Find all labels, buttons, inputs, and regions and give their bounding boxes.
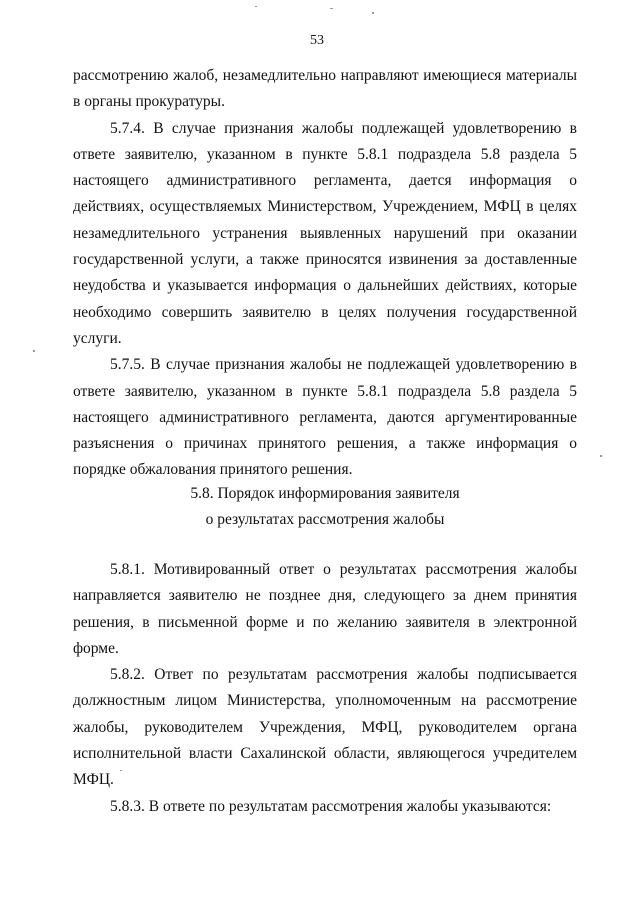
scan-speck xyxy=(33,350,35,352)
top-text-block xyxy=(73,63,577,484)
paragraph-5-8-1: 5.8.1. Мотивированный ответ о результатах рассмотрения жалобы направляется заявителю не позднее дня, следующего за днем принятия решения, в письменной форме и по желанию заявителя в электронной форме. xyxy=(73,561,577,657)
paragraph-5-8-2: 5.8.2. Ответ по результатам рассмотрения жалобы подписывается должностным лицом Министерства, уполномоченным на рассмотрение жалобы, руководителем Учреждения, МФЦ, руководителем органа исполнительной власти Сахалинской области, являющегося учредителем МФЦ. xyxy=(73,666,577,789)
scan-speck xyxy=(255,6,257,7)
section-heading xyxy=(73,481,577,534)
section-heading-line2: о результатах рассмотрения жалобы xyxy=(205,511,445,529)
page-number: 53 xyxy=(310,33,324,48)
paragraph-5-7-5: 5.7.5. В случае признания жалобы не подлежащей удовлетворению в ответе заявителю, указанном в пункте 5.8.1 подраздела 5.8 раздела 5 настоящего административного регламента, даются аргументированные разъяснения о причинах принятого решения, а также информация о порядке обжалования принятого решения. xyxy=(73,356,577,479)
scan-speck xyxy=(372,12,374,14)
scan-speck xyxy=(120,770,122,771)
section-heading-line1: 5.8. Порядок информирования заявителя xyxy=(190,485,460,502)
paragraph-5-8-3: 5.8.3. В ответе по результатам рассмотрения жалобы указываются: xyxy=(110,797,552,815)
scan-speck xyxy=(330,8,333,9)
scan-speck xyxy=(600,455,602,457)
bottom-text-block xyxy=(73,557,577,820)
paragraph-5-7-4: 5.7.4. В случае признания жалобы подлежащей удовлетворению в ответе заявителю, указанном в пункте 5.8.1 подраздела 5.8 раздела 5 настоящего административного регламента, дается информация о действиях, осуществляемых Министерством, Учреждением, МФЦ в целях незамедлительного устранения выявленных нарушений при оказании государственной услуги, а также приносятся извинения за доставленные неудобства и указывается информация о дальнейших действиях, которые необходимо совершить заявителю в целях получения государственной услуги. xyxy=(73,119,577,347)
continuation-paragraph: рассмотрению жалоб, незамедлительно направляют имеющиеся материалы в органы прокуратуры. xyxy=(73,67,577,111)
